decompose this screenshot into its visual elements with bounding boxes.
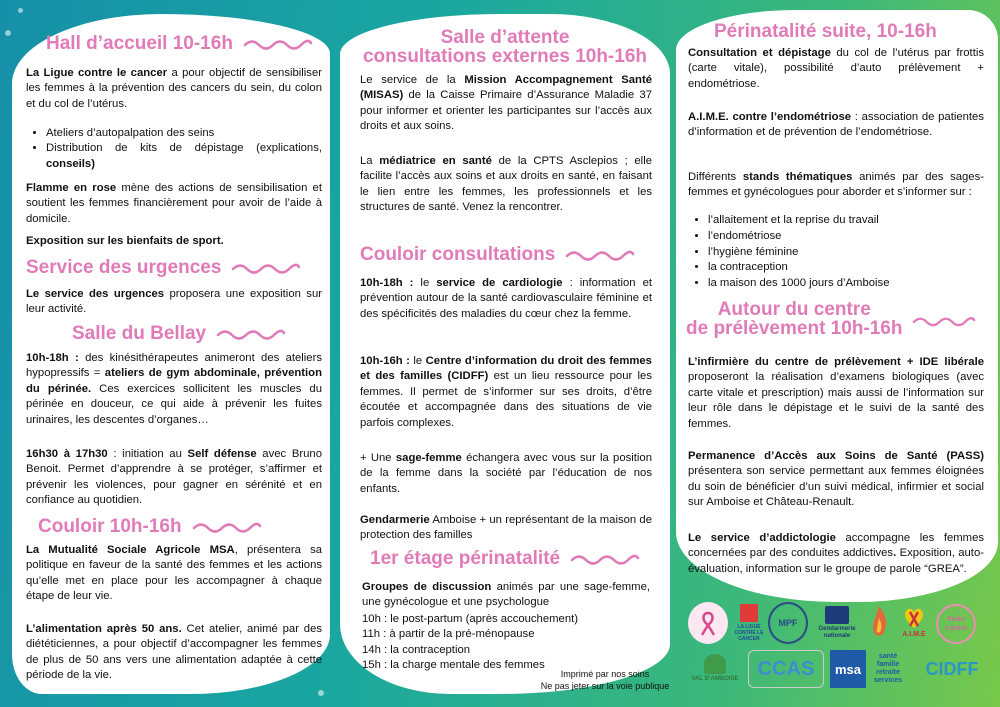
ligue-logo xyxy=(732,602,766,644)
etage-groupes-text: Groupes de discussion animés par une sage-femme, une gynécologue et une psychologue xyxy=(362,581,650,609)
bellay-text-1: 10h-18h : des kinésithérapeutes animeront des ateliers hypopressifs = ateliers de gym abdominale, prévention du périnée. Ces exercices sollicitent les muscles du périnée en douceur, ce qui aide à prévenir les fuites urinaires, les descentes d’organes… xyxy=(26,352,322,426)
urgences-text: Le service des urgences proposera une exposition sur leur activité. xyxy=(26,288,322,316)
schedule-item: 10h : le post-partum (après accouchement) xyxy=(362,613,579,625)
heading-hall: Hall d’accueil 10-16h xyxy=(46,34,313,53)
wave-decoration xyxy=(192,520,262,534)
gendarmerie-shield-icon xyxy=(825,606,849,624)
wave-decoration xyxy=(243,37,313,51)
list-item: • l’hygiène féminine xyxy=(708,245,984,261)
ccas-logo xyxy=(748,650,824,688)
aime-logo xyxy=(896,600,932,644)
centre-pass-text: Permanence d’Accès aux Soins de Santé (PASS) présentera son service permettant aux femmes éloignées du soin de bénéficier d’un suivi médical, infirmier et social sur Amboise et Château-Renault. xyxy=(688,450,984,509)
heart-ribbon-icon xyxy=(901,606,927,630)
list-item: • l’allaitement et la reprise du travail xyxy=(708,213,984,229)
wave-decoration xyxy=(231,261,301,275)
tree-icon xyxy=(704,654,726,674)
decor-dot xyxy=(5,30,11,36)
mpf-logo xyxy=(768,602,808,644)
msa-side-text: santé famille retraite services xyxy=(873,653,903,684)
schedule-item: 15h : la charge mentale des femmes xyxy=(362,659,545,672)
peri-stands-text: Différents stands thématiques animés par des sages-femmes et gynécologues pour aborder et s’informer sur : xyxy=(688,171,984,199)
heading-bellay: Salle du Bellay xyxy=(72,324,286,343)
list-item: • l’endométriose xyxy=(708,229,984,245)
salle-misas-text: Le service de la Mission Accompagnement Santé (MISAS) de la Caisse Primaire d’Assurance Maladie 37 pour informer et orienter les participantes sur l’accès aux droits et aux soins. xyxy=(360,74,653,133)
wave-decoration xyxy=(570,552,640,566)
decor-dot xyxy=(318,690,324,696)
hall-flamme-text: Flamme en rose mène des actions de sensibilisation et soutient les femmes financièrement pour avoir de l’aide à domicile. xyxy=(26,182,322,225)
mpf-logo-text: MPF xyxy=(778,617,798,628)
hall-ligue-text: La Ligue contre le cancer a pour objectif de sensibiliser les femmes à la prévention des cancers du sein, du colon et du col de l’utérus. xyxy=(26,67,322,110)
couloir-cidff-text: 10h-16h : le Centre d’information du droit des femmes et des familles (CIDFF) est un lieu ressource pour les femmes. Il permet de s’informer sur ses droits, d’être écoutée et accompagnée dans des situations de vie parfois complexes. xyxy=(360,355,652,429)
cidff-logo xyxy=(912,650,992,688)
ribbon-icon xyxy=(694,609,722,637)
octobre-rose-logo xyxy=(688,602,728,644)
heading-etage: 1er étage périnatalité xyxy=(370,549,640,568)
msa-logo xyxy=(830,650,866,688)
panel-right xyxy=(676,10,998,602)
couloir-msa-text: La Mutualité Sociale Agricole MSA, présentera sa politique en faveur de la santé des femmes et les actions qu’elle met en place pour les accompagner à chaque étape de leur vie. xyxy=(26,544,323,603)
print-footer xyxy=(530,668,680,692)
cidff-logo-text: CIDFF xyxy=(925,658,979,679)
amboise-logo xyxy=(690,648,740,688)
msa-services-text xyxy=(868,648,908,690)
msa-logo-text: msa xyxy=(834,661,862,677)
footer-line-1: Imprimé par nos soins xyxy=(560,669,650,679)
decor-dot xyxy=(18,8,23,13)
couloir-sage-femme-text: + Une sage-femme échangera avec vous sur la position de la femme dans la société par l’éducation de nos enfants. xyxy=(360,452,652,495)
flamme-logo xyxy=(864,600,894,644)
gendarmerie-logo-text: Gendarmerie nationale xyxy=(818,626,856,639)
heading-couloir-consultations: Couloir consultations xyxy=(360,245,635,264)
centre-addicto-text: Le service d’addictologie accompagne les femmes concernées par des conduites addictives. Exposition, auto-évaluation, information sur le groupe de parole “GREA”. xyxy=(688,532,985,575)
schedule-item: 14h : la contraception xyxy=(362,643,471,656)
peri-consultation-text: Consultation et dépistage du col de l’utérus par frottis (carte vitale), possibilité d’auto prélèvement + endométriose. xyxy=(688,47,984,90)
heading-couloir: Couloir 10h-16h xyxy=(38,517,262,536)
peri-aime-text: A.I.M.E. contre l’endométriose : association de patientes d’information et de prévention de l’endométriose. xyxy=(688,111,984,139)
etage-schedule xyxy=(362,612,650,674)
ligue-logo-text: LA LIGUE CONTRE LE CANCER xyxy=(734,624,764,642)
wave-decoration xyxy=(216,327,286,341)
ccas-logo-text: CCAS xyxy=(757,657,815,680)
list-item: • Ateliers d’autopalpation des seins xyxy=(46,126,322,141)
couloir-gendarmerie-text: Gendarmerie Amboise + un représentant de la maison de protection des familles xyxy=(360,514,652,542)
list-item: • Distribution de kits de dépistage (explications, conseils) xyxy=(46,141,322,172)
endo-centre-logo xyxy=(936,604,976,644)
heading-urgences: Service des urgences xyxy=(26,258,301,277)
heading-centre-prelevement: Autour du centre de prélèvement 10h-16h xyxy=(686,300,976,338)
list-item: • la maison des 1000 jours d’Amboise xyxy=(708,276,984,292)
ligue-cross-icon xyxy=(740,604,758,622)
flame-icon xyxy=(866,604,892,640)
panel-middle xyxy=(340,14,670,694)
heading-perinatalite: Périnatalité suite, 10-16h xyxy=(714,21,937,42)
couloir-alim-text: L’alimentation après 50 ans. Cet atelier, animé par des diététiciennes, a pour objectif d’accompagner les femmes de plus de 50 ans vers une alimentation adaptée à cette période de la vie. xyxy=(26,623,322,682)
amboise-logo-text: VAL D’AMBOISE xyxy=(691,675,739,682)
footer-line-2: Ne pas jeter sur la voie publique xyxy=(540,681,670,691)
aime-logo-text: A.I.M.E xyxy=(902,630,926,638)
bellay-text-2: 16h30 à 17h30 : initiation au Self défense avec Bruno Benoit. Permet d’apprendre à se protéger, s’affirmer et prévenir les violences, pour gagner en sérénité et en confiance au quotidien. xyxy=(26,448,322,507)
stands-list xyxy=(688,213,984,292)
hall-expo-text: Exposition sur les bienfaits de sport. xyxy=(26,235,224,247)
panel-left xyxy=(12,14,330,694)
heading-salle-attente: Salle d’attente consultations externes 10h-16h xyxy=(362,27,648,67)
salle-mediatrice-text: La médiatrice en santé de la CPTS Asclepios ; elle facilite l’accès aux soins et aux droits en santé, en faisant le lien entre les femmes, les professionnels et les structures de santé. Venez la rencontrer. xyxy=(360,155,652,214)
gendarmerie-logo xyxy=(812,604,862,642)
wave-decoration xyxy=(912,314,976,328)
centre-infirmiere-text: L’infirmière du centre de prélèvement + IDE libérale proposeront la réalisation d’examens biologiques (avec carte vitale et prescription) mais aussi de l’information sur leur rôle dans le dépistage et le suivi de la santé des femmes. xyxy=(688,356,984,430)
hall-bullets xyxy=(26,126,322,172)
wave-decoration xyxy=(565,248,635,262)
couloir-cardio-text: 10h-18h : le service de cardiologie : information et prévention autour de la santé cardiovasculaire féminine et des spécificités des maladies du cœur chez la femme. xyxy=(360,277,652,320)
endo-logo-text: Endo Centre xyxy=(944,616,968,632)
list-item: • la contraception xyxy=(708,260,984,276)
schedule-item: 11h : à partir de la pré-ménopause xyxy=(362,628,535,641)
